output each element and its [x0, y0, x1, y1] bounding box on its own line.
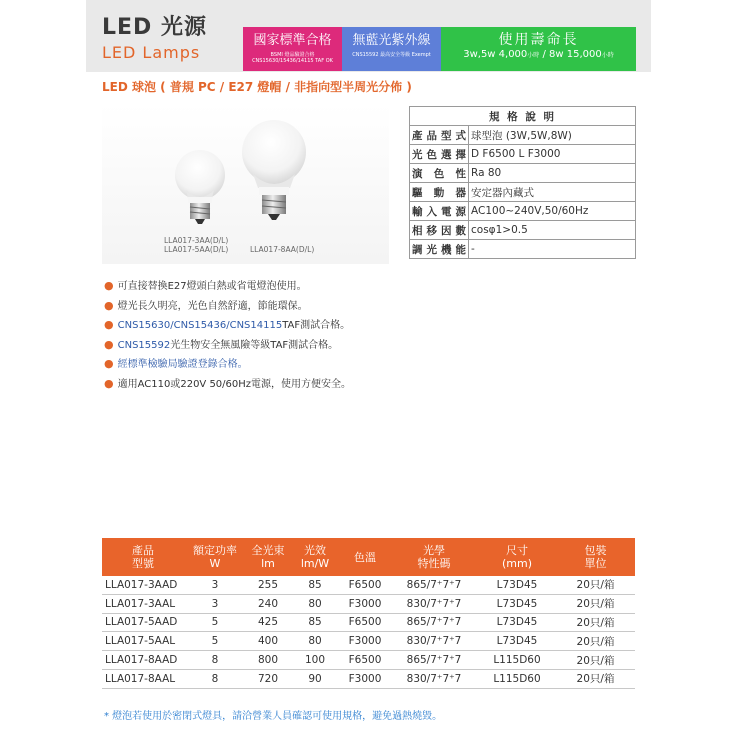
bullet-icon: ● — [104, 337, 114, 351]
spec-table — [409, 106, 636, 259]
spec-table-title: 規 格 說 明 — [410, 107, 636, 126]
header-lumen — [246, 538, 290, 576]
spec-value: cosφ1>0.5 — [469, 221, 636, 240]
feature-standard-code: CNS15592 — [117, 339, 171, 351]
feature-text: 經標準檢驗局驗證登錄合格。 — [117, 359, 248, 370]
spec-value: 安定器內藏式 — [469, 183, 636, 202]
cell-size: L73D45 — [478, 613, 556, 632]
table-row — [102, 576, 635, 594]
header-model — [102, 538, 184, 576]
cell-lumen: 255 — [246, 576, 290, 594]
standard-badge-sub-line2: CNS15630/15436/14115 TAF OK — [252, 58, 333, 64]
cell-efficacy: 90 — [290, 669, 340, 688]
cell-size: L115D60 — [478, 651, 556, 670]
lifetime-badge-title: 使用壽命長 — [498, 32, 579, 48]
cell-efficacy: 80 — [290, 632, 340, 651]
bulbs-illustration — [102, 104, 389, 264]
bullet-icon: ● — [104, 298, 114, 312]
product-subtitle: LED 球泡 ( 普規 PC / E27 燈帽 / 非指向型半周光分佈 ) — [102, 80, 412, 94]
header-line1: 光學 — [423, 544, 445, 557]
feature-text: 燈光長久明亮，光色自然舒適，節能環保。 — [117, 300, 308, 312]
feature-item — [104, 374, 351, 394]
cell-package: 20只/箱 — [556, 651, 635, 670]
feature-text: 可直接替換E27燈頭白熱或省電燈泡使用。 — [117, 281, 307, 292]
lifetime-badge-values — [441, 49, 636, 60]
header-power — [184, 538, 246, 576]
header-size — [478, 538, 556, 576]
feature-item — [104, 315, 351, 335]
standard-badge — [243, 27, 342, 71]
page-title: LED 光源 — [102, 15, 207, 40]
header-line2: 單位 — [584, 557, 607, 570]
cell-package: 20只/箱 — [556, 576, 635, 594]
spec-value: AC100~240V,50/60Hz — [469, 202, 636, 221]
cell-color-temp: F6500 — [340, 651, 390, 670]
cell-optical-code: 830/7⁺7⁺7 — [390, 632, 478, 651]
cell-size: L73D45 — [478, 594, 556, 613]
spec-label: 輸入電源 — [410, 202, 469, 221]
bullet-icon: ● — [104, 318, 114, 331]
feature-list — [104, 276, 351, 393]
spec-label: 演 色 性 — [410, 164, 469, 183]
header-line2: 型號 — [132, 557, 154, 570]
cell-efficacy: 80 — [290, 594, 340, 613]
cell-efficacy: 85 — [290, 576, 340, 594]
spec-value: 球型泡 (3W,5W,8W) — [469, 126, 636, 145]
cell-color-temp: F6500 — [340, 613, 390, 632]
header-line2: W — [209, 557, 221, 570]
cell-color-temp: F3000 — [340, 594, 390, 613]
blue-light-badge-sub: CNS15592 最高安全等級 Exempt — [352, 52, 431, 58]
cell-lumen: 720 — [246, 669, 290, 688]
feature-text: 適用AC110或220V 50/60Hz電源，使用方便安全。 — [117, 378, 352, 390]
footnote: * 燈泡若使用於密閉式燈具，請洽營業人員確認可使用規格，避免過熱燒毀。 — [104, 711, 443, 722]
product-table — [102, 538, 635, 689]
spec-value: - — [469, 240, 636, 259]
header-color-temp — [340, 538, 390, 576]
bullet-icon: ● — [104, 279, 114, 292]
cell-model: LLA017-8AAL — [102, 669, 184, 688]
spec-label: 調光機能 — [410, 240, 469, 259]
page-title-english: LED Lamps — [102, 43, 201, 62]
header-line1: 產品 — [132, 544, 154, 557]
cell-lumen: 800 — [246, 651, 290, 670]
cell-power: 5 — [184, 613, 246, 632]
header-line2: (mm) — [501, 557, 532, 570]
lifetime-a: 3w,5w 4,000 — [463, 49, 528, 60]
model-label-small — [164, 236, 228, 254]
header-optical-code — [390, 538, 478, 576]
small-bulb-icon — [175, 150, 225, 224]
cell-power: 8 — [184, 651, 246, 670]
spec-label: 相移因數 — [410, 221, 469, 240]
cell-model: LLA017-8AAD — [102, 651, 184, 670]
lifetime-b-unit: 小時 — [601, 52, 614, 59]
cell-efficacy: 85 — [290, 613, 340, 632]
header-line1: 包裝 — [584, 544, 607, 557]
cell-optical-code: 865/7⁺7⁺7 — [390, 576, 478, 594]
lifetime-b: 8w 15,000 — [549, 49, 602, 60]
cell-color-temp: F6500 — [340, 576, 390, 594]
cell-color-temp: F3000 — [340, 669, 390, 688]
cell-power: 5 — [184, 632, 246, 651]
spec-row — [410, 126, 636, 145]
table-row — [102, 669, 635, 688]
header-line1: 光效 — [304, 544, 326, 557]
cell-package: 20只/箱 — [556, 632, 635, 651]
cell-lumen: 400 — [246, 632, 290, 651]
header-line2: 特性碼 — [417, 557, 451, 570]
cell-power: 3 — [184, 594, 246, 613]
spec-row — [410, 145, 636, 164]
header-line1: 全光束 — [251, 544, 285, 557]
cell-size: L115D60 — [478, 669, 556, 688]
cell-lumen: 240 — [246, 594, 290, 613]
blue-light-badge-title: 無藍光紫外線 — [352, 33, 431, 48]
header-line1: 色溫 — [354, 550, 376, 564]
standard-badge-sub-line1: BSMI 燈品驗證合格 — [270, 52, 315, 58]
blue-light-badge — [342, 27, 441, 71]
cell-model: LLA017-5AAD — [102, 613, 184, 632]
feature-text: 光生物安全無風險等級TAF測試合格。 — [170, 339, 339, 351]
cell-package: 20只/箱 — [556, 594, 635, 613]
spec-row — [410, 240, 636, 259]
lifetime-a-unit: 小時 — [527, 52, 540, 59]
header-package — [556, 538, 635, 576]
cell-model: LLA017-5AAL — [102, 632, 184, 651]
cell-package: 20只/箱 — [556, 613, 635, 632]
header-efficacy — [290, 538, 340, 576]
large-bulb-icon — [242, 120, 306, 220]
feature-item — [104, 335, 351, 355]
spec-label: 光色選擇 — [410, 145, 469, 164]
table-row — [102, 613, 635, 632]
feature-item — [104, 296, 351, 316]
lifetime-separator: / — [539, 49, 550, 60]
cell-size: L73D45 — [478, 632, 556, 651]
spec-row — [410, 221, 636, 240]
header-line1: 額定功率 — [193, 544, 237, 557]
cell-lumen: 425 — [246, 613, 290, 632]
spec-value: Ra 80 — [469, 164, 636, 183]
spec-label: 驅 動 器 — [410, 183, 469, 202]
model-label-5aa: LLA017-5AA(D/L) — [164, 245, 229, 254]
feature-standard-codes: CNS15630/CNS15436/CNS14115 — [117, 320, 283, 331]
spec-value: D F6500 L F3000 — [469, 145, 636, 164]
cell-power: 8 — [184, 669, 246, 688]
cell-efficacy: 100 — [290, 651, 340, 670]
cell-optical-code: 830/7⁺7⁺7 — [390, 669, 478, 688]
bullet-icon: ● — [104, 357, 114, 370]
feature-item — [104, 276, 351, 296]
spec-row — [410, 164, 636, 183]
spec-row — [410, 183, 636, 202]
spec-row — [410, 202, 636, 221]
cell-optical-code: 865/7⁺7⁺7 — [390, 651, 478, 670]
feature-item — [104, 354, 351, 374]
model-label-3aa: LLA017-3AA(D/L) — [164, 236, 229, 245]
product-image — [102, 104, 389, 264]
cell-package: 20只/箱 — [556, 669, 635, 688]
cell-power: 3 — [184, 576, 246, 594]
spec-label: 產品型式 — [410, 126, 469, 145]
cell-model: LLA017-3AAL — [102, 594, 184, 613]
product-table-header — [102, 538, 635, 576]
cell-optical-code: 865/7⁺7⁺7 — [390, 613, 478, 632]
table-row — [102, 651, 635, 670]
cell-size: L73D45 — [478, 576, 556, 594]
cell-model: LLA017-3AAD — [102, 576, 184, 594]
lifetime-badge — [441, 27, 636, 71]
table-row — [102, 594, 635, 613]
model-label-8aa: LLA017-8AA(D/L) — [250, 245, 315, 254]
header-line2: lm — [261, 557, 275, 570]
feature-text: TAF測試合格。 — [282, 320, 351, 331]
cell-color-temp: F3000 — [340, 632, 390, 651]
bullet-icon: ● — [104, 376, 114, 390]
header-line2: lm/W — [300, 557, 330, 570]
cell-optical-code: 830/7⁺7⁺7 — [390, 594, 478, 613]
table-row — [102, 632, 635, 651]
standard-badge-title: 國家標準合格 — [253, 33, 332, 48]
standard-badge-sub — [245, 52, 340, 64]
header-line1: 尺寸 — [506, 544, 528, 557]
